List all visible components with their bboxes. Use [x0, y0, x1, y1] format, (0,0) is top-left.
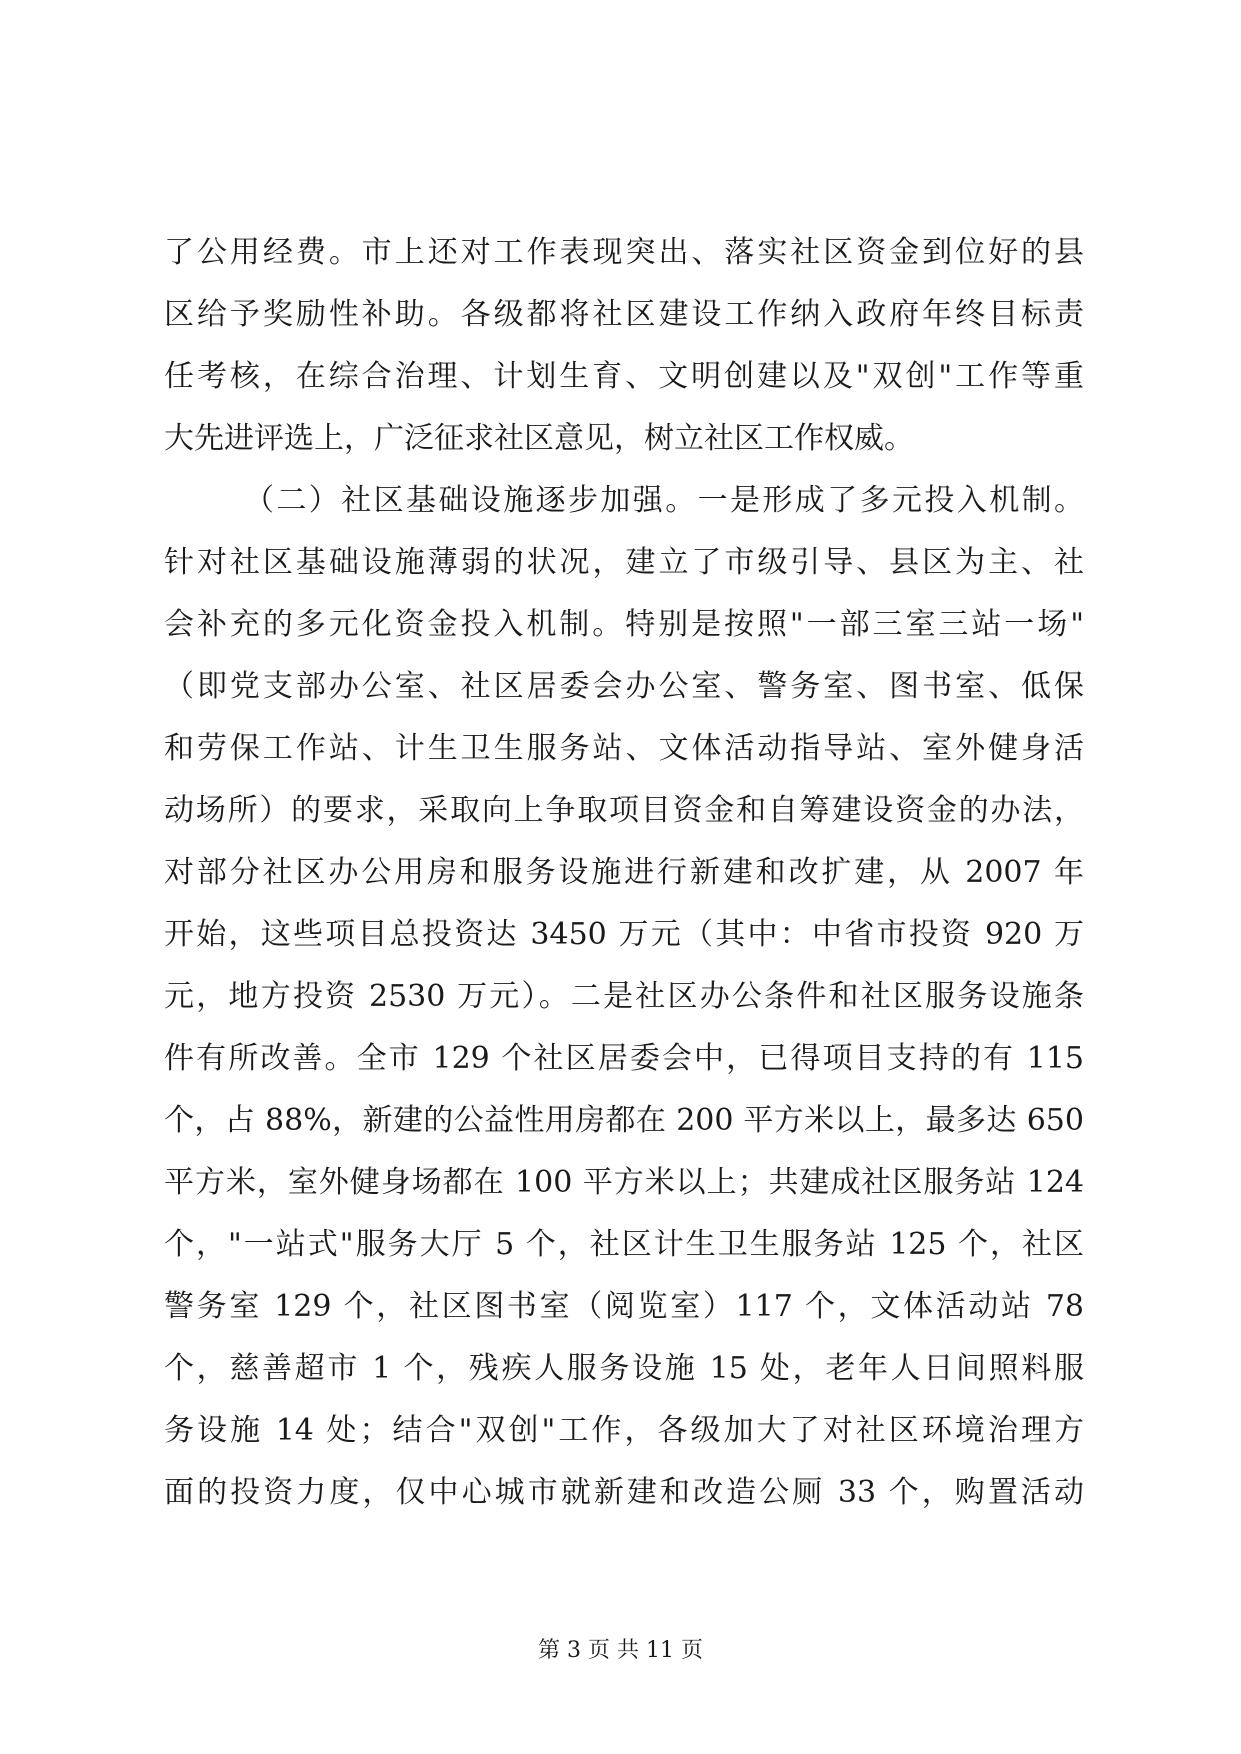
text-line: 大先进评选上，广泛征求社区意见，树立社区工作权威。	[164, 421, 914, 456]
text-line: 平方米，室外健身场都在 100 平方米以上；共建成社区服务站 124	[164, 1165, 1084, 1200]
text-line: 了公用经费。市上还对工作表现突出、落实社区资金到位好的县	[164, 235, 1084, 270]
text-line: 面的投资力度，仅中心城市就新建和改造公厕 33 个，购置活动	[164, 1475, 1084, 1510]
text-line: 元，地方投资 2530 万元）。二是社区办公条件和社区服务设施条	[164, 979, 1084, 1014]
text-line: 对部分社区办公用房和服务设施进行新建和改扩建，从 2007 年	[164, 855, 1084, 890]
text-line: 动场所）的要求，采取向上争取项目资金和自筹建设资金的办法，	[164, 793, 1084, 828]
text-line: 个，"一站式"服务大厅 5 个，社区计生卫生服务站 125 个，社区	[164, 1227, 1084, 1262]
text-line: 针对社区基础设施薄弱的状况，建立了市级引导、县区为主、社	[164, 545, 1084, 580]
text-line: 警务室 129 个，社区图书室（阅览室）117 个，文体活动站 78	[164, 1289, 1084, 1324]
text-line: 个，占 88%，新建的公益性用房都在 200 平方米以上，最多达 650	[164, 1103, 1084, 1138]
text-line: （即党支部办公室、社区居委会办公室、警务室、图书室、低保	[164, 669, 1084, 704]
text-line: 区给予奖励性补助。各级都将社区建设工作纳入政府年终目标责	[164, 297, 1084, 332]
page-number-footer: 第 3 页 共 11 页	[538, 1638, 703, 1663]
text-line: 个，慈善超市 1 个，残疾人服务设施 15 处，老年人日间照料服	[164, 1351, 1084, 1386]
text-line: 任考核，在综合治理、计划生育、文明创建以及"双创"工作等重	[164, 359, 1084, 394]
body-text	[164, 222, 1084, 1524]
text-line: 会补充的多元化资金投入机制。特别是按照"一部三室三站一场"	[164, 607, 1084, 642]
text-line: （二）社区基础设施逐步加强。一是形成了多元投入机制。	[244, 483, 1084, 518]
text-line: 件有所改善。全市 129 个社区居委会中，已得项目支持的有 115	[164, 1041, 1084, 1076]
text-line: 务设施 14 处；结合"双创"工作，各级加大了对社区环境治理方	[164, 1413, 1084, 1448]
text-line: 和劳保工作站、计生卫生服务站、文体活动指导站、室外健身活	[164, 731, 1084, 766]
text-line: 开始，这些项目总投资达 3450 万元（其中：中省市投资 920 万	[164, 917, 1084, 952]
